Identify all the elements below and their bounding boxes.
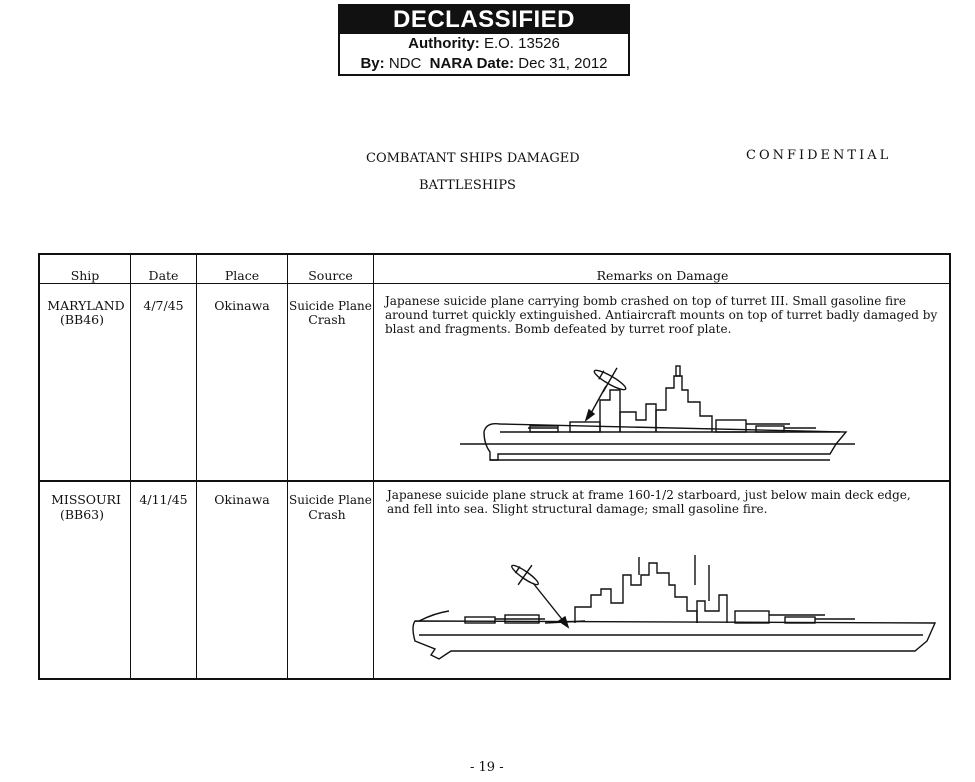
stamp-by-line (340, 54, 628, 74)
col-header-place: Place (224, 268, 260, 283)
row-place: Okinawa (214, 298, 270, 313)
row-ship-hull: (BB46) (59, 312, 105, 327)
damage-table (38, 253, 951, 680)
stamp-authority-value: E.O. 13526 (483, 35, 560, 52)
page-number: - 19 - (470, 760, 504, 775)
row-ship-hull: (BB63) (59, 507, 105, 522)
col-header-source: Source (308, 268, 353, 283)
missouri-damage-diagram (405, 545, 940, 675)
row-remarks: Japanese suicide plane carrying bomb crashed on top of turret III. Small gasoline fire around turret quickly extinguished. Antiaircraft mounts on top of turret badly damaged by blast and fragments. Bomb defeated by turret roof plate. (385, 294, 938, 336)
stamp-title: DECLASSIFIED (340, 6, 628, 34)
row-place: Okinawa (214, 492, 270, 507)
classification-mark: CONFIDENTIAL (746, 148, 892, 163)
stamp-nara-label: NARA Date: (429, 55, 515, 72)
stamp-authority-label: Authority: (408, 35, 480, 52)
document-subtitle: BATTLESHIPS (419, 178, 516, 193)
stamp-by-value: NDC (388, 55, 422, 72)
row-ship-name: MARYLAND (47, 298, 125, 313)
document-title: COMBATANT SHIPS DAMAGED (366, 151, 580, 166)
declassified-stamp (338, 4, 630, 76)
maryland-damage-diagram (460, 360, 860, 475)
col-header-remarks: Remarks on Damage (596, 268, 729, 283)
row-remarks: Japanese suicide plane struck at frame 160-1/2 starboard, just below main deck edge, and fell into sea. Slight structural damage; small gasoline fire. (387, 488, 911, 516)
row-ship-name: MISSOURI (51, 492, 121, 507)
stamp-by-label: By: (360, 55, 385, 72)
stamp-authority-line (340, 34, 628, 54)
row-source-line2: Crash (308, 507, 346, 522)
row-source-line1: Suicide Plane (289, 299, 372, 313)
row-source-line2: Crash (308, 312, 346, 327)
col-header-ship: Ship (70, 268, 100, 283)
stamp-nara-value: Dec 31, 2012 (518, 55, 608, 72)
row-date: 4/11/45 (139, 492, 188, 507)
row-date: 4/7/45 (143, 298, 184, 313)
col-header-date: Date (148, 268, 179, 283)
row-source-line1: Suicide Plane (289, 493, 372, 507)
